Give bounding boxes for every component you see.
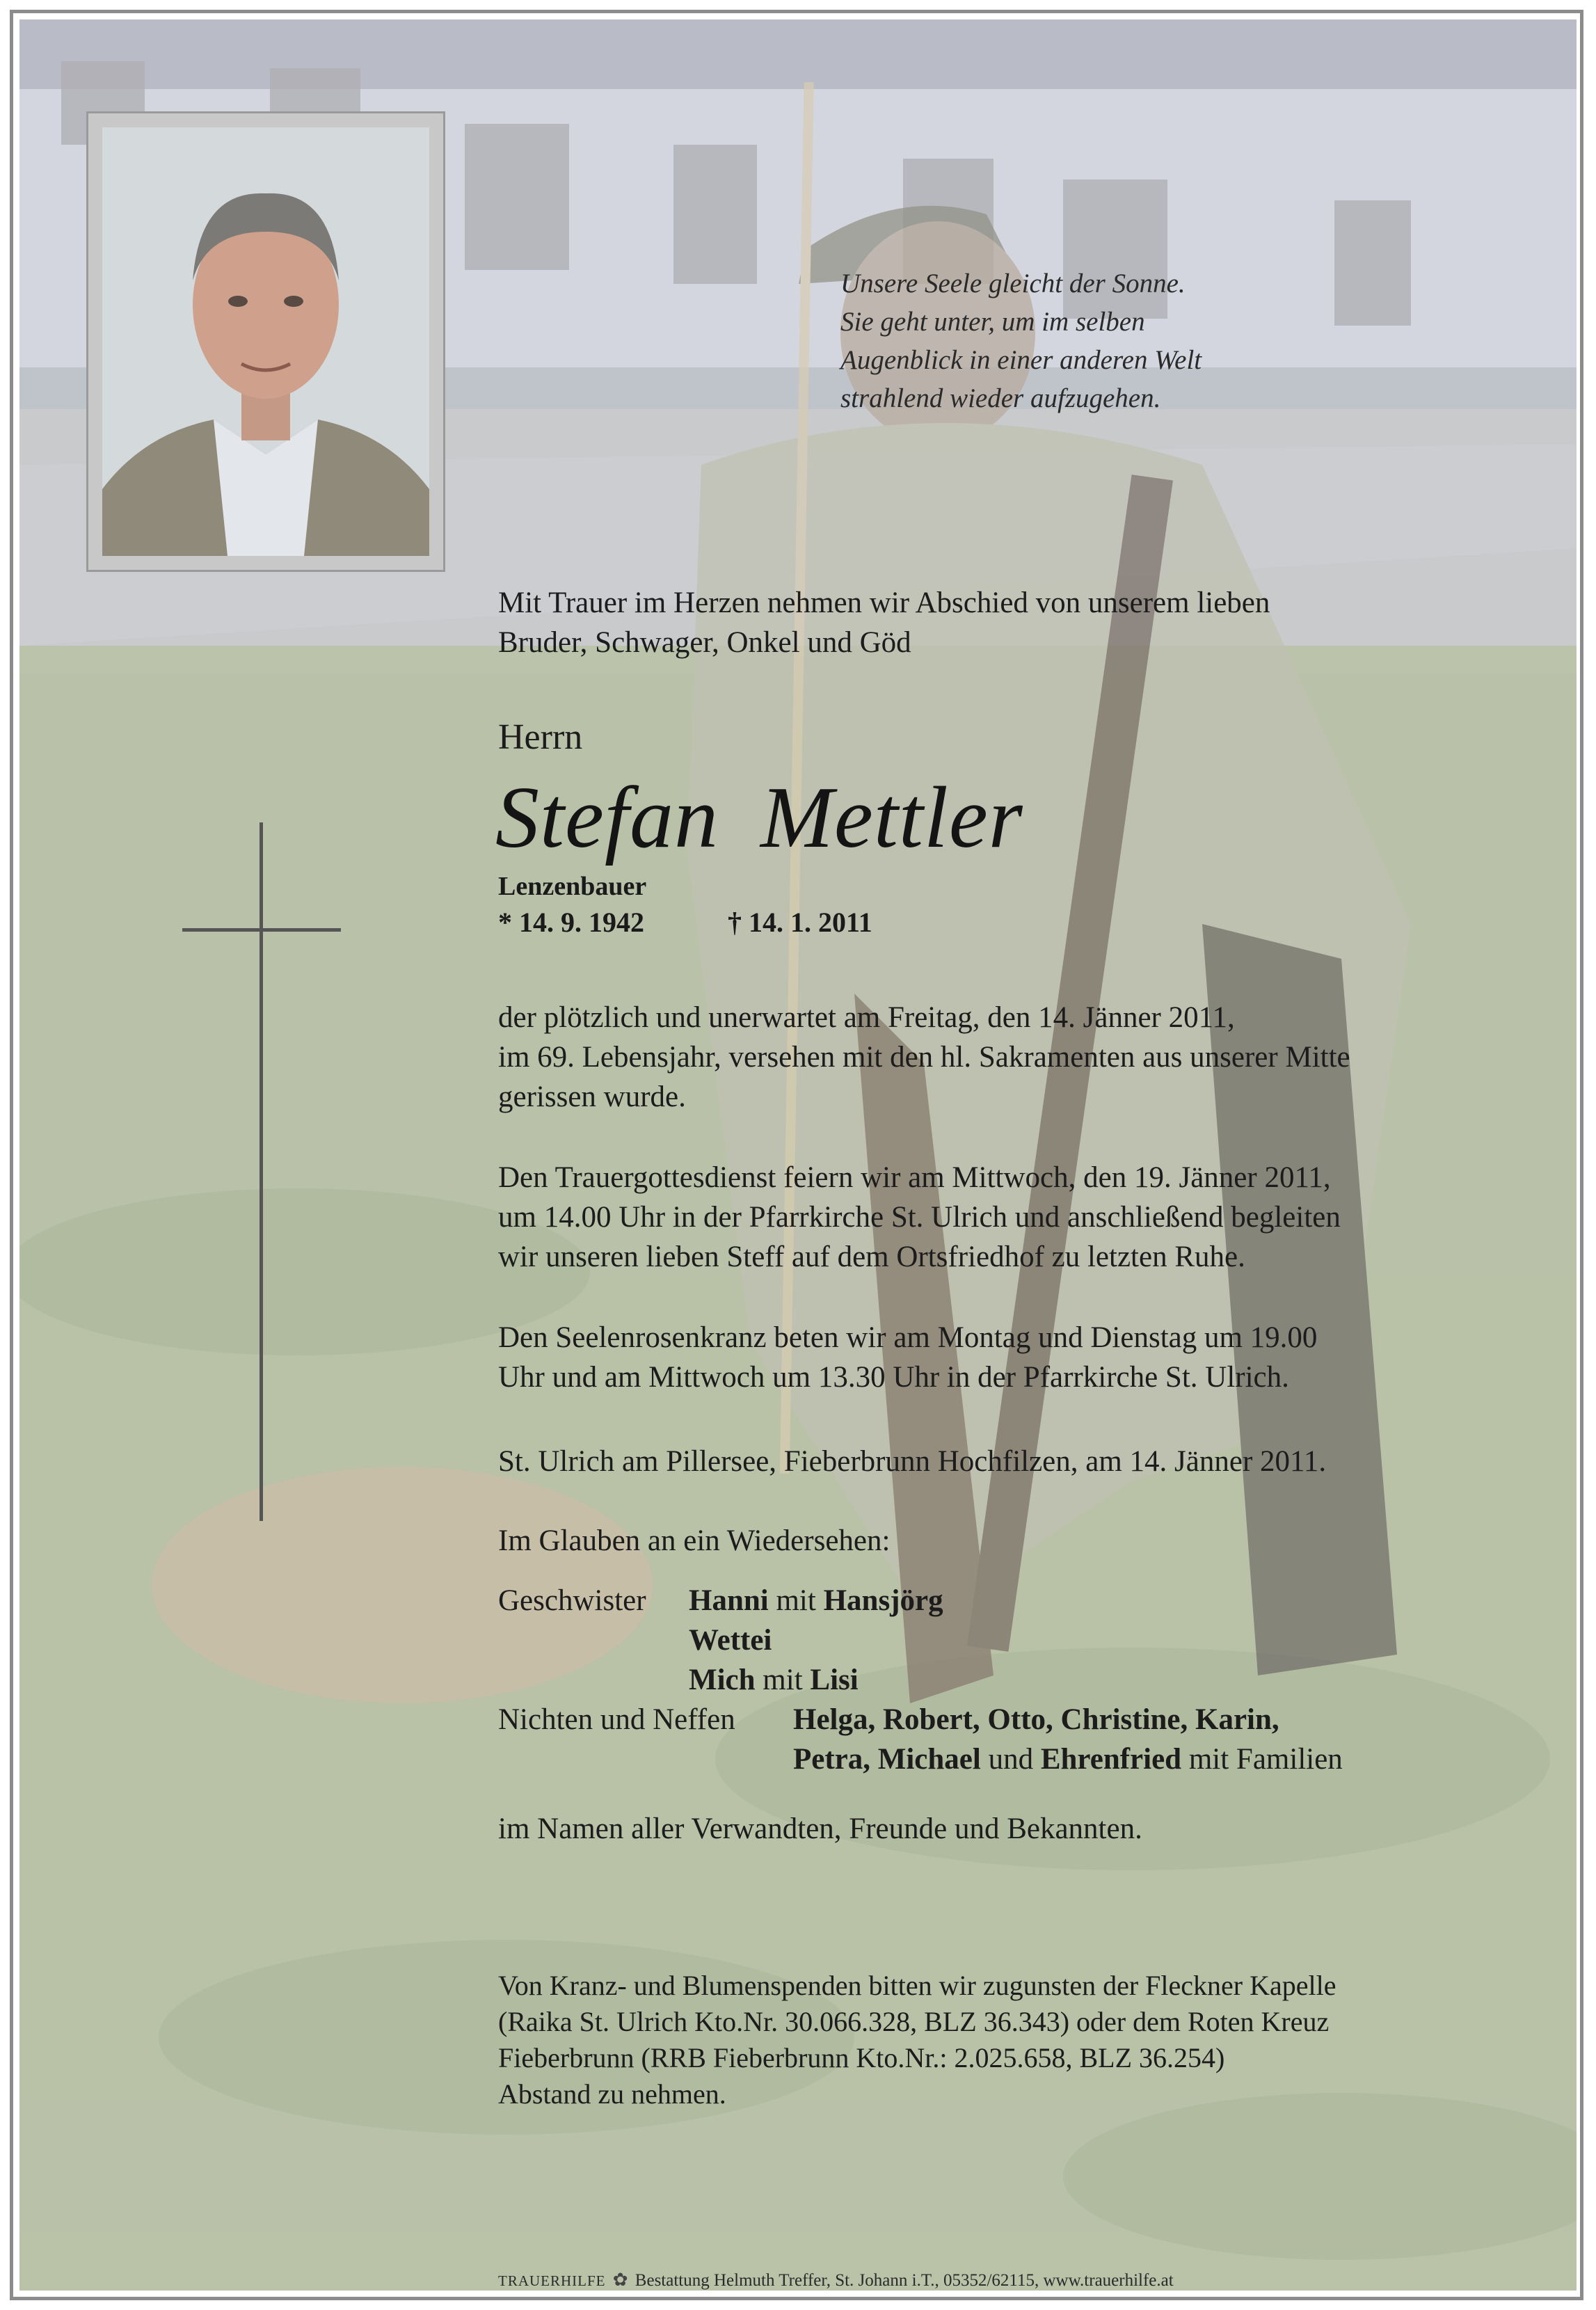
- cross-icon: [260, 822, 263, 1521]
- siblings-row-3: [498, 1660, 859, 1700]
- sibling-1-name: Hanni: [689, 1584, 769, 1617]
- sibling-1: [689, 1581, 943, 1620]
- sibling-2-name: Wettei: [689, 1624, 772, 1657]
- service-line: wir unseren lieben Steff auf dem Ortsfriedhof zu letzten Ruhe.: [498, 1241, 1245, 1273]
- notice-line: der plötzlich und unerwartet am Freitag, den 14. Jänner 2011,: [498, 1001, 1235, 1034]
- quote-line: strahlend wieder aufzugehen.: [840, 383, 1161, 413]
- intro-text: [498, 583, 1270, 662]
- cross-bar: [182, 928, 341, 932]
- sibling-3-with: mit: [763, 1664, 803, 1696]
- leaf-icon: ✿: [612, 2270, 628, 2290]
- rosary-info: [498, 1318, 1317, 1397]
- nieces-last: Ehrenfried: [1040, 1743, 1182, 1776]
- portrait-figure: [102, 127, 429, 556]
- place-date: [498, 1442, 1326, 1481]
- place-date-line: St. Ulrich am Pillersee, Fieberbrunn Hochfilzen, am 14. Jänner 2011.: [498, 1445, 1327, 1478]
- portrait-frame: [86, 111, 445, 572]
- quote-line: Unsere Seele gleicht der Sonne.: [840, 269, 1186, 298]
- sibling-1-with: mit: [776, 1584, 816, 1617]
- footer-text: Bestattung Helmuth Treffer, St. Johann i.T., 05352/62115, www.trauerhilfe.at: [635, 2271, 1174, 2290]
- intro-line: Mit Trauer im Herzen nehmen wir Abschied von unserem lieben: [498, 587, 1270, 619]
- salutation: Herrn: [498, 717, 583, 757]
- nieces-label: Nichten und Neffen: [498, 1703, 735, 1736]
- donation-line: Fieberbrunn (RRB Fieberbrunn Kto.Nr.: 2.025.658, BLZ 36.254): [498, 2042, 1225, 2073]
- nieces-line-2: [793, 1739, 1343, 1779]
- death-date: † 14. 1. 2011: [728, 907, 872, 938]
- on-behalf: [498, 1809, 1142, 1849]
- mourners-list: [498, 1581, 1343, 1779]
- rosary-line: Den Seelenrosenkranz beten wir am Montag und Dienstag um 19.00: [498, 1321, 1318, 1354]
- intro-line: Bruder, Schwager, Onkel und Göd: [498, 626, 911, 659]
- faith-text: Im Glauben an ein Wiedersehen:: [498, 1524, 891, 1557]
- donation-note: [498, 1968, 1336, 2112]
- last-name: Mettler: [760, 770, 1023, 866]
- on-behalf-text: im Namen aller Verwandten, Freunde und Bekannten.: [498, 1813, 1142, 1845]
- notice-line: im 69. Lebensjahr, versehen mit den hl. Sakramenten aus unserer Mitte: [498, 1041, 1350, 1074]
- donation-line: Abstand zu nehmen.: [498, 2078, 726, 2110]
- sibling-2: [689, 1620, 772, 1660]
- siblings-row-1: [498, 1581, 943, 1620]
- sibling-3-partner: Lisi: [810, 1664, 859, 1696]
- service-info: [498, 1158, 1341, 1277]
- sibling-3-name: Mich: [689, 1664, 756, 1696]
- deceased-name: [495, 768, 1023, 868]
- nieces-line-1: [793, 1700, 1279, 1739]
- birth-date: * 14. 9. 1942: [498, 907, 644, 938]
- nieces-and: und: [988, 1743, 1034, 1776]
- farm-name: Lenzenbauer: [498, 872, 647, 901]
- death-notice: [498, 998, 1350, 1117]
- footer: [498, 2270, 1174, 2291]
- nieces-row-2: [498, 1739, 1343, 1779]
- memorial-quote: [840, 264, 1327, 417]
- rosary-line: Uhr und am Mittwoch um 13.30 Uhr in der Pfarrkirche St. Ulrich.: [498, 1361, 1289, 1394]
- notice-line: gerissen wurde.: [498, 1081, 686, 1113]
- footer-brand: TRAUERHILFE: [498, 2272, 606, 2289]
- service-line: Den Trauergottesdienst feiern wir am Mittwoch, den 19. Jänner 2011,: [498, 1161, 1331, 1194]
- service-line: um 14.00 Uhr in der Pfarrkirche St. Ulrich und anschließend begleiten: [498, 1201, 1341, 1234]
- donation-line: (Raika St. Ulrich Kto.Nr. 30.066.328, BLZ 36.343) oder dem Roten Kreuz: [498, 2006, 1330, 2037]
- faith-line: [498, 1521, 890, 1561]
- nieces-names-2: Petra, Michael: [793, 1743, 981, 1776]
- nieces-suffix: mit Familien: [1188, 1743, 1343, 1776]
- first-name: Stefan: [495, 770, 719, 866]
- siblings-label: Geschwister: [498, 1584, 646, 1617]
- donation-line: Von Kranz- und Blumenspenden bitten wir zugunsten der Fleckner Kapelle: [498, 1970, 1336, 2001]
- nieces-names-1: Helga, Robert, Otto, Christine, Karin,: [793, 1703, 1279, 1736]
- sibling-1-partner: Hansjörg: [823, 1584, 943, 1617]
- sibling-3: [689, 1660, 859, 1700]
- quote-line: Sie geht unter, um im selben: [840, 307, 1145, 337]
- life-dates: [498, 906, 872, 939]
- siblings-row-2: [498, 1620, 772, 1660]
- portrait-photo: [102, 127, 429, 556]
- quote-line: Augenblick in einer anderen Welt: [840, 345, 1202, 375]
- nieces-row-1: [498, 1700, 1279, 1739]
